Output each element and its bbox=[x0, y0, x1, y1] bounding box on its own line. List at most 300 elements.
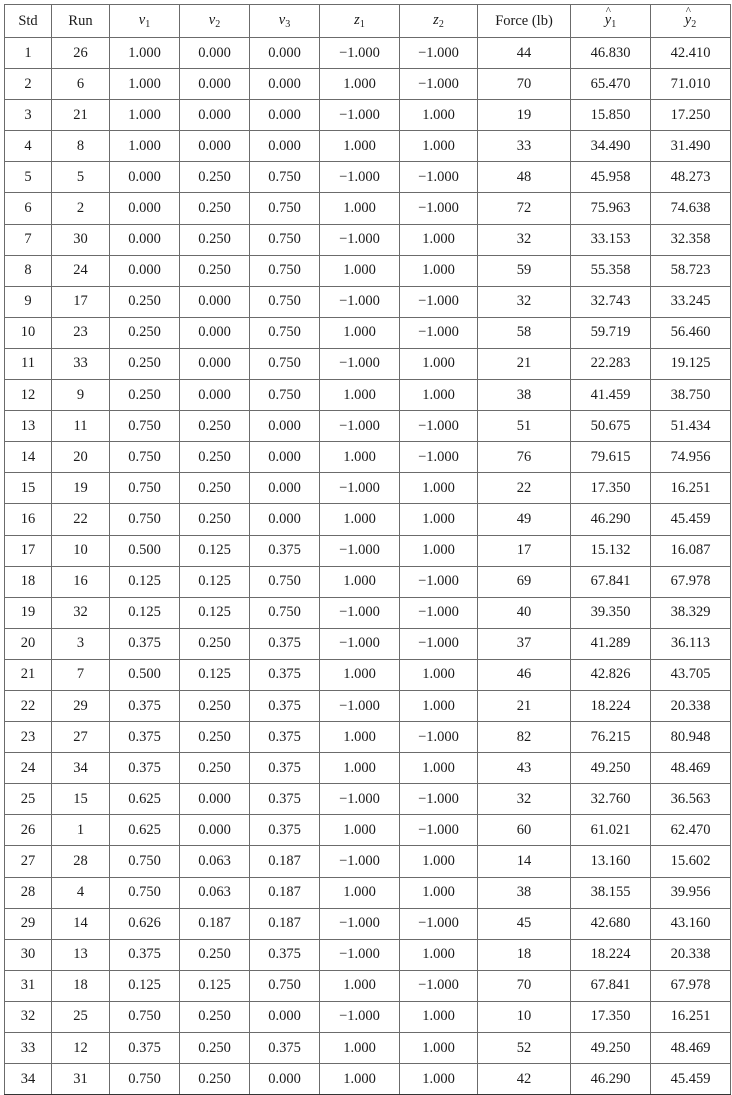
table-cell-z1: −1.000 bbox=[320, 38, 400, 69]
table-cell-z2: −1.000 bbox=[400, 317, 478, 348]
table-cell-yhat1: 46.830 bbox=[571, 38, 651, 69]
data-table bbox=[4, 4, 731, 1095]
table-cell-run: 6 bbox=[52, 69, 110, 100]
table-cell-v2: 0.250 bbox=[180, 1033, 250, 1064]
table-cell-v2: 0.125 bbox=[180, 535, 250, 566]
table-cell-v3: 0.000 bbox=[250, 1001, 320, 1032]
table-cell-z2: −1.000 bbox=[400, 69, 478, 100]
table-cell-v2: 0.000 bbox=[180, 380, 250, 411]
table-cell-v1: 0.250 bbox=[110, 380, 180, 411]
table-cell-yhat1: 67.841 bbox=[571, 566, 651, 597]
table-row bbox=[5, 380, 731, 411]
table-cell-z2: 1.000 bbox=[400, 659, 478, 690]
table-cell-yhat1: 15.132 bbox=[571, 535, 651, 566]
table-cell-std: 21 bbox=[5, 659, 52, 690]
table-cell-force: 37 bbox=[478, 628, 571, 659]
table-cell-z2: 1.000 bbox=[400, 1064, 478, 1095]
table-cell-v3: 0.375 bbox=[250, 784, 320, 815]
table-cell-v1: 0.625 bbox=[110, 784, 180, 815]
table-cell-force: 49 bbox=[478, 504, 571, 535]
table-cell-yhat2: 62.470 bbox=[651, 815, 731, 846]
table-cell-yhat1: 76.215 bbox=[571, 722, 651, 753]
table-row bbox=[5, 566, 731, 597]
table-cell-run: 29 bbox=[52, 690, 110, 721]
table-row bbox=[5, 628, 731, 659]
table-cell-v3: 0.000 bbox=[250, 473, 320, 504]
table-row bbox=[5, 970, 731, 1001]
table-cell-v3: 0.000 bbox=[250, 442, 320, 473]
table-cell-run: 16 bbox=[52, 566, 110, 597]
table-cell-z2: −1.000 bbox=[400, 628, 478, 659]
column-header-v2 bbox=[180, 5, 250, 38]
table-cell-v3: 0.750 bbox=[250, 224, 320, 255]
table-cell-v1: 0.375 bbox=[110, 628, 180, 659]
table-cell-v1: 0.000 bbox=[110, 193, 180, 224]
table-cell-run: 10 bbox=[52, 535, 110, 566]
table-cell-yhat2: 15.602 bbox=[651, 846, 731, 877]
table-cell-v3: 0.750 bbox=[250, 255, 320, 286]
table-cell-run: 5 bbox=[52, 162, 110, 193]
table-cell-v2: 0.125 bbox=[180, 566, 250, 597]
table-cell-v1: 0.375 bbox=[110, 722, 180, 753]
header-row bbox=[5, 5, 731, 38]
table-cell-v3: 0.750 bbox=[250, 286, 320, 317]
table-cell-v1: 0.500 bbox=[110, 535, 180, 566]
table-cell-std: 22 bbox=[5, 690, 52, 721]
table-cell-std: 3 bbox=[5, 100, 52, 131]
table-cell-z1: −1.000 bbox=[320, 100, 400, 131]
column-header-base: ^ y bbox=[685, 12, 691, 29]
table-cell-std: 19 bbox=[5, 597, 52, 628]
table-row bbox=[5, 1001, 731, 1032]
table-cell-force: 45 bbox=[478, 908, 571, 939]
table-cell-force: 14 bbox=[478, 846, 571, 877]
table-cell-std: 25 bbox=[5, 784, 52, 815]
table-cell-v1: 0.750 bbox=[110, 1001, 180, 1032]
column-header-symbol bbox=[685, 12, 696, 28]
table-cell-run: 22 bbox=[52, 504, 110, 535]
column-header-label: Run bbox=[68, 12, 93, 29]
column-header-subscript: 2 bbox=[215, 19, 221, 30]
table-cell-run: 11 bbox=[52, 411, 110, 442]
table-cell-yhat1: 17.350 bbox=[571, 1001, 651, 1032]
table-cell-yhat2: 43.705 bbox=[651, 659, 731, 690]
table-cell-yhat1: 46.290 bbox=[571, 504, 651, 535]
table-cell-v1: 0.250 bbox=[110, 317, 180, 348]
table-cell-v1: 0.375 bbox=[110, 1033, 180, 1064]
table-cell-std: 6 bbox=[5, 193, 52, 224]
table-cell-yhat2: 38.329 bbox=[651, 597, 731, 628]
table-cell-yhat1: 46.290 bbox=[571, 1064, 651, 1095]
table-cell-yhat1: 59.719 bbox=[571, 317, 651, 348]
table-cell-yhat1: 18.224 bbox=[571, 939, 651, 970]
table-cell-force: 22 bbox=[478, 473, 571, 504]
table-cell-z1: −1.000 bbox=[320, 690, 400, 721]
table-cell-v1: 0.750 bbox=[110, 411, 180, 442]
table-row bbox=[5, 535, 731, 566]
table-cell-v1: 0.125 bbox=[110, 597, 180, 628]
column-header-symbol bbox=[605, 12, 616, 28]
table-cell-v1: 0.250 bbox=[110, 286, 180, 317]
table-cell-z1: −1.000 bbox=[320, 162, 400, 193]
table-cell-run: 30 bbox=[52, 224, 110, 255]
table-cell-z2: −1.000 bbox=[400, 286, 478, 317]
table-cell-force: 42 bbox=[478, 1064, 571, 1095]
table-cell-z2: −1.000 bbox=[400, 722, 478, 753]
table-cell-yhat2: 16.087 bbox=[651, 535, 731, 566]
column-header-base: z bbox=[433, 12, 439, 28]
table-cell-z1: 1.000 bbox=[320, 131, 400, 162]
table-cell-force: 70 bbox=[478, 69, 571, 100]
table-cell-std: 13 bbox=[5, 411, 52, 442]
table-cell-yhat2: 67.978 bbox=[651, 970, 731, 1001]
table-cell-v1: 0.375 bbox=[110, 690, 180, 721]
table-cell-yhat1: 49.250 bbox=[571, 753, 651, 784]
table-cell-z2: −1.000 bbox=[400, 597, 478, 628]
table-cell-run: 28 bbox=[52, 846, 110, 877]
table-cell-z2: 1.000 bbox=[400, 131, 478, 162]
table-cell-v3: 0.375 bbox=[250, 722, 320, 753]
table-row bbox=[5, 659, 731, 690]
table-cell-yhat2: 74.638 bbox=[651, 193, 731, 224]
table-cell-v2: 0.000 bbox=[180, 38, 250, 69]
table-cell-v2: 0.000 bbox=[180, 100, 250, 131]
table-row bbox=[5, 1064, 731, 1095]
table-cell-std: 34 bbox=[5, 1064, 52, 1095]
table-cell-force: 32 bbox=[478, 784, 571, 815]
table-cell-force: 21 bbox=[478, 348, 571, 379]
table-cell-z2: −1.000 bbox=[400, 442, 478, 473]
table-cell-yhat2: 16.251 bbox=[651, 473, 731, 504]
table-cell-z1: 1.000 bbox=[320, 970, 400, 1001]
table-cell-v3: 0.375 bbox=[250, 939, 320, 970]
column-header-subscript: 1 bbox=[359, 19, 365, 30]
table-cell-yhat2: 32.358 bbox=[651, 224, 731, 255]
table-cell-v2: 0.250 bbox=[180, 628, 250, 659]
table-cell-run: 24 bbox=[52, 255, 110, 286]
table-cell-force: 60 bbox=[478, 815, 571, 846]
table-cell-v1: 0.750 bbox=[110, 504, 180, 535]
table-row bbox=[5, 38, 731, 69]
table-cell-v1: 0.626 bbox=[110, 908, 180, 939]
table-cell-v1: 0.750 bbox=[110, 473, 180, 504]
table-cell-v3: 0.750 bbox=[250, 348, 320, 379]
table-cell-yhat2: 20.338 bbox=[651, 690, 731, 721]
table-cell-v2: 0.125 bbox=[180, 597, 250, 628]
table-cell-yhat1: 39.350 bbox=[571, 597, 651, 628]
table-cell-yhat2: 48.273 bbox=[651, 162, 731, 193]
column-header-std bbox=[5, 5, 52, 38]
table-cell-yhat1: 79.615 bbox=[571, 442, 651, 473]
column-header-z1 bbox=[320, 5, 400, 38]
table-cell-std: 31 bbox=[5, 970, 52, 1001]
table-cell-force: 21 bbox=[478, 690, 571, 721]
table-cell-v2: 0.250 bbox=[180, 1001, 250, 1032]
table-cell-v3: 0.000 bbox=[250, 100, 320, 131]
table-cell-v1: 0.375 bbox=[110, 939, 180, 970]
table-cell-v2: 0.250 bbox=[180, 193, 250, 224]
table-cell-v3: 0.187 bbox=[250, 846, 320, 877]
table-cell-z2: −1.000 bbox=[400, 193, 478, 224]
table-cell-z1: −1.000 bbox=[320, 597, 400, 628]
table-cell-v3: 0.000 bbox=[250, 504, 320, 535]
column-header-subscript: 1 bbox=[145, 19, 151, 30]
table-cell-run: 9 bbox=[52, 380, 110, 411]
table-cell-v2: 0.250 bbox=[180, 411, 250, 442]
table-cell-force: 52 bbox=[478, 1033, 571, 1064]
table-cell-v3: 0.187 bbox=[250, 908, 320, 939]
table-cell-std: 10 bbox=[5, 317, 52, 348]
table-cell-std: 17 bbox=[5, 535, 52, 566]
table-cell-v3: 0.750 bbox=[250, 566, 320, 597]
table-cell-v2: 0.250 bbox=[180, 722, 250, 753]
table-cell-v3: 0.375 bbox=[250, 535, 320, 566]
table-cell-v2: 0.000 bbox=[180, 348, 250, 379]
table-cell-force: 10 bbox=[478, 1001, 571, 1032]
table-cell-z1: 1.000 bbox=[320, 877, 400, 908]
table-cell-std: 23 bbox=[5, 722, 52, 753]
table-cell-yhat2: 31.490 bbox=[651, 131, 731, 162]
table-cell-z2: 1.000 bbox=[400, 504, 478, 535]
table-body bbox=[5, 38, 731, 1095]
table-cell-z1: −1.000 bbox=[320, 846, 400, 877]
table-cell-run: 1 bbox=[52, 815, 110, 846]
column-header-symbol bbox=[209, 12, 220, 28]
column-header-subscript: 2 bbox=[438, 19, 444, 30]
table-cell-std: 20 bbox=[5, 628, 52, 659]
table-cell-std: 18 bbox=[5, 566, 52, 597]
table-cell-yhat1: 38.155 bbox=[571, 877, 651, 908]
table-cell-run: 3 bbox=[52, 628, 110, 659]
table-cell-run: 15 bbox=[52, 784, 110, 815]
table-cell-v3: 0.375 bbox=[250, 690, 320, 721]
table-cell-force: 69 bbox=[478, 566, 571, 597]
table-cell-z1: 1.000 bbox=[320, 69, 400, 100]
table-cell-yhat1: 41.459 bbox=[571, 380, 651, 411]
table-cell-force: 70 bbox=[478, 970, 571, 1001]
table-row bbox=[5, 317, 731, 348]
table-row bbox=[5, 411, 731, 442]
table-cell-v2: 0.000 bbox=[180, 815, 250, 846]
table-cell-yhat2: 36.113 bbox=[651, 628, 731, 659]
table-cell-z1: 1.000 bbox=[320, 815, 400, 846]
table-row bbox=[5, 193, 731, 224]
column-header-base: ^ y bbox=[605, 12, 611, 29]
table-cell-force: 72 bbox=[478, 193, 571, 224]
table-cell-std: 32 bbox=[5, 1001, 52, 1032]
column-header-symbol bbox=[354, 12, 365, 28]
column-header-label: Force (lb) bbox=[495, 12, 553, 29]
table-cell-v3: 0.750 bbox=[250, 162, 320, 193]
table-cell-z1: 1.000 bbox=[320, 722, 400, 753]
table-cell-yhat1: 42.680 bbox=[571, 908, 651, 939]
table-cell-force: 76 bbox=[478, 442, 571, 473]
table-cell-z1: −1.000 bbox=[320, 628, 400, 659]
table-cell-v2: 0.250 bbox=[180, 162, 250, 193]
table-cell-z1: 1.000 bbox=[320, 1033, 400, 1064]
table-cell-v1: 0.000 bbox=[110, 162, 180, 193]
column-header-subscript: 3 bbox=[285, 19, 291, 30]
column-header-v1 bbox=[110, 5, 180, 38]
table-cell-z2: 1.000 bbox=[400, 690, 478, 721]
table-cell-z1: 1.000 bbox=[320, 753, 400, 784]
table-cell-yhat1: 75.963 bbox=[571, 193, 651, 224]
table-cell-v2: 0.063 bbox=[180, 877, 250, 908]
table-cell-yhat1: 34.490 bbox=[571, 131, 651, 162]
table-cell-v1: 0.750 bbox=[110, 1064, 180, 1095]
table-cell-yhat2: 19.125 bbox=[651, 348, 731, 379]
table-cell-z1: 1.000 bbox=[320, 659, 400, 690]
table-cell-std: 14 bbox=[5, 442, 52, 473]
table-cell-z1: 1.000 bbox=[320, 380, 400, 411]
table-cell-v3: 0.375 bbox=[250, 815, 320, 846]
table-cell-v3: 0.375 bbox=[250, 628, 320, 659]
table-cell-run: 12 bbox=[52, 1033, 110, 1064]
table-cell-yhat1: 15.850 bbox=[571, 100, 651, 131]
table-cell-z1: 1.000 bbox=[320, 1064, 400, 1095]
table-cell-yhat2: 80.948 bbox=[651, 722, 731, 753]
table-cell-force: 38 bbox=[478, 877, 571, 908]
table-cell-force: 44 bbox=[478, 38, 571, 69]
table-cell-yhat1: 61.021 bbox=[571, 815, 651, 846]
table-cell-yhat2: 42.410 bbox=[651, 38, 731, 69]
table-cell-z1: −1.000 bbox=[320, 348, 400, 379]
table-cell-std: 7 bbox=[5, 224, 52, 255]
table-cell-force: 32 bbox=[478, 286, 571, 317]
table-cell-yhat1: 55.358 bbox=[571, 255, 651, 286]
table-row bbox=[5, 224, 731, 255]
table-cell-std: 15 bbox=[5, 473, 52, 504]
table-row bbox=[5, 939, 731, 970]
table-cell-force: 48 bbox=[478, 162, 571, 193]
table-cell-run: 25 bbox=[52, 1001, 110, 1032]
table-cell-yhat2: 74.956 bbox=[651, 442, 731, 473]
table-cell-yhat2: 45.459 bbox=[651, 504, 731, 535]
table-cell-z2: 1.000 bbox=[400, 255, 478, 286]
table-cell-v2: 0.250 bbox=[180, 224, 250, 255]
column-header-v3 bbox=[250, 5, 320, 38]
table-cell-v1: 0.750 bbox=[110, 846, 180, 877]
table-cell-z2: 1.000 bbox=[400, 1001, 478, 1032]
table-cell-v3: 0.000 bbox=[250, 131, 320, 162]
table-cell-z1: −1.000 bbox=[320, 286, 400, 317]
table-cell-std: 24 bbox=[5, 753, 52, 784]
table-cell-yhat1: 33.153 bbox=[571, 224, 651, 255]
table-cell-yhat1: 22.283 bbox=[571, 348, 651, 379]
table-cell-force: 38 bbox=[478, 380, 571, 411]
table-cell-v3: 0.750 bbox=[250, 193, 320, 224]
column-header-symbol bbox=[433, 12, 444, 28]
table-cell-v3: 0.375 bbox=[250, 753, 320, 784]
table-cell-v1: 1.000 bbox=[110, 100, 180, 131]
table-cell-v2: 0.000 bbox=[180, 69, 250, 100]
table-row bbox=[5, 473, 731, 504]
table-cell-run: 34 bbox=[52, 753, 110, 784]
table-cell-v2: 0.250 bbox=[180, 753, 250, 784]
column-header-base: v bbox=[278, 12, 286, 28]
column-header-run bbox=[52, 5, 110, 38]
table-row bbox=[5, 442, 731, 473]
table-cell-v2: 0.250 bbox=[180, 442, 250, 473]
table-cell-yhat2: 36.563 bbox=[651, 784, 731, 815]
table-cell-z1: 1.000 bbox=[320, 255, 400, 286]
table-cell-yhat2: 67.978 bbox=[651, 566, 731, 597]
table-cell-run: 2 bbox=[52, 193, 110, 224]
table-cell-std: 29 bbox=[5, 908, 52, 939]
table-cell-z1: −1.000 bbox=[320, 908, 400, 939]
table-cell-force: 17 bbox=[478, 535, 571, 566]
table-cell-z2: −1.000 bbox=[400, 566, 478, 597]
table-cell-std: 33 bbox=[5, 1033, 52, 1064]
table-cell-std: 4 bbox=[5, 131, 52, 162]
column-header-subscript: 1 bbox=[611, 19, 617, 30]
table-cell-v1: 0.000 bbox=[110, 255, 180, 286]
table-row bbox=[5, 877, 731, 908]
table-cell-v2: 0.250 bbox=[180, 1064, 250, 1095]
table-cell-v2: 0.250 bbox=[180, 255, 250, 286]
table-cell-v2: 0.250 bbox=[180, 504, 250, 535]
table-cell-yhat1: 13.160 bbox=[571, 846, 651, 877]
table-cell-std: 28 bbox=[5, 877, 52, 908]
table-cell-force: 40 bbox=[478, 597, 571, 628]
column-header-label: Std bbox=[18, 12, 38, 29]
table-cell-v1: 1.000 bbox=[110, 38, 180, 69]
table-row bbox=[5, 597, 731, 628]
table-cell-v1: 0.000 bbox=[110, 224, 180, 255]
table-cell-force: 82 bbox=[478, 722, 571, 753]
table-cell-v3: 0.187 bbox=[250, 877, 320, 908]
table-cell-run: 27 bbox=[52, 722, 110, 753]
table-row bbox=[5, 690, 731, 721]
table-cell-yhat2: 58.723 bbox=[651, 255, 731, 286]
table-cell-run: 18 bbox=[52, 970, 110, 1001]
table-cell-z2: 1.000 bbox=[400, 473, 478, 504]
table-cell-run: 13 bbox=[52, 939, 110, 970]
table-cell-std: 8 bbox=[5, 255, 52, 286]
table-cell-run: 23 bbox=[52, 317, 110, 348]
table-cell-z2: −1.000 bbox=[400, 162, 478, 193]
table-row bbox=[5, 908, 731, 939]
table-cell-std: 1 bbox=[5, 38, 52, 69]
table-cell-yhat1: 42.826 bbox=[571, 659, 651, 690]
table-cell-run: 32 bbox=[52, 597, 110, 628]
column-header-subscript: 2 bbox=[691, 19, 697, 30]
table-cell-std: 27 bbox=[5, 846, 52, 877]
table-cell-z1: 1.000 bbox=[320, 193, 400, 224]
table-cell-yhat1: 32.743 bbox=[571, 286, 651, 317]
table-cell-z1: −1.000 bbox=[320, 535, 400, 566]
table-cell-std: 9 bbox=[5, 286, 52, 317]
column-header-yhat2 bbox=[651, 5, 731, 38]
table-cell-yhat1: 32.760 bbox=[571, 784, 651, 815]
table-cell-v2: 0.125 bbox=[180, 970, 250, 1001]
table-cell-std: 30 bbox=[5, 939, 52, 970]
table-cell-v2: 0.000 bbox=[180, 131, 250, 162]
table-cell-force: 59 bbox=[478, 255, 571, 286]
table-cell-v1: 1.000 bbox=[110, 69, 180, 100]
table-cell-v2: 0.063 bbox=[180, 846, 250, 877]
table-cell-yhat2: 16.251 bbox=[651, 1001, 731, 1032]
table-cell-v2: 0.125 bbox=[180, 659, 250, 690]
table-row bbox=[5, 1033, 731, 1064]
table-row bbox=[5, 753, 731, 784]
table-row bbox=[5, 255, 731, 286]
table-cell-std: 5 bbox=[5, 162, 52, 193]
table-cell-run: 17 bbox=[52, 286, 110, 317]
table-cell-run: 19 bbox=[52, 473, 110, 504]
table-cell-run: 21 bbox=[52, 100, 110, 131]
table-cell-run: 20 bbox=[52, 442, 110, 473]
